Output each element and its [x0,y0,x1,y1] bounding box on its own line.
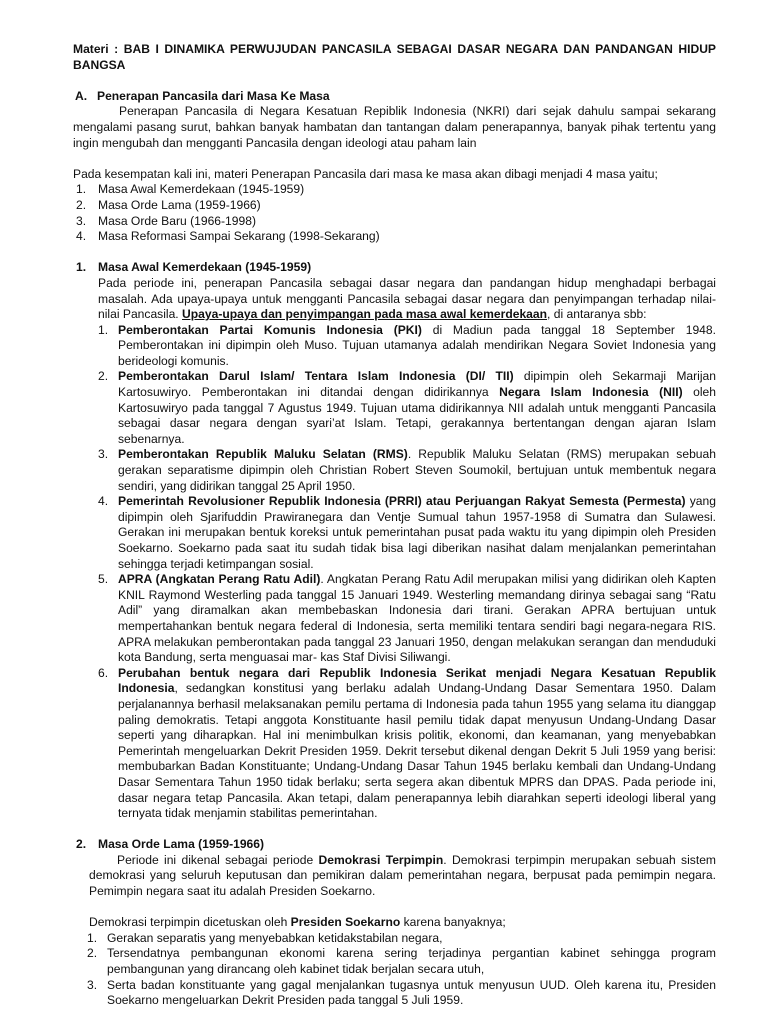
list-item: 4. Pemerintah Revolusioner Republik Indonesia (PRRI) atau Perjuangan Rakyat Semesta (Permesta) yang dipimpin oleh Sjarifuddin Prawiranegara dan Ventje Sumual tahun 1957-1958 di Sumatra dan Sulawesi. Gerakan ini merupakan bentuk koreksi untuk pemerintahan pusat pada waktu itu yang dipimpin oleh Presiden Soekarno. Soekarno pada saat itu sudah tidak bisa lagi diberikan nasihat dalam menjalankan pemerintahan sehingga terjadi ketimpangan sosial. [98,494,716,571]
era-2-heading: 2. Masa Orde Lama (1959-1966) [76,837,265,852]
list-item: 3. Serta badan konstituante yang gagal menjalankan tugasnya untuk menyusun UUD. Oleh karena itu, Presiden Soekarno mengeluarkan Dekrit Presiden pada tanggal 5 Juli 1959. [87,977,716,1008]
era-list-item: 2. Masa Orde Lama (1959-1966) [76,197,261,212]
era-2-body [73,853,716,1009]
list-item: 1. Pemberontakan Partai Komunis Indonesia (PKI) di Madiun pada tanggal 18 September 1948. Pemberontakan ini dipimpin oleh Muso. Tujuan utamanya adalah mendirikan Negara Soviet Indonesia yang berideologi komunis. [98,322,716,368]
era-1-intro: Pada periode ini, penerapan Pancasila sebagai dasar negara dan pandangan hidup menghadapi berbagai masalah. Ada upaya-upaya untuk mengganti Pancasila sebagai dasar negara dan penyimpangan terhadap nilai-nilai Pancasila. Upaya-upaya dan penyimpangan pada masa awal kemerdekaan, di antaranya sbb: [98,275,716,322]
era-2-reason-intro: Demokrasi terpimpin dicetuskan oleh Presiden Soekarno karena banyaknya; [89,915,506,930]
section-a-title: Penerapan Pancasila dari Masa Ke Masa [97,88,330,103]
era-list [73,182,716,244]
list-item: 2. Pemberontakan Darul Islam/ Tentara Islam Indonesia (DI/ TII) dipimpin oleh Sekarmaji Marijan Kartosuwiryo. Pemberontakan ini ditandai dengan didirikannya Negara Islam Indonesia (NII) oleh Kartosuwiryo pada tanggal 7 Agustus 1949. Tujuan utama didirikannya NII adalah untuk mengganti Pancasila sebagai dasar negara dengan syari’at Islam. Tetapi, gerakannya bertentangan dengan ajaran Islam sebenarnya. [98,369,716,446]
section-a-heading [73,89,716,105]
reason-list [89,931,716,1009]
list-item: 6. Perubahan bentuk negara dari Republik Indonesia Serikat menjadi Negara Kesatuan Republik Indonesia, sedangkan konstitusi yang berlaku adalah Undang-Undang Dasar Sementara 1950. Dalam perjalanannya berhasil melaksanakan pemilu pertama di Indonesia pada tahun 1955 yang selama itu dianggap paling demokratis. Tetapi anggota Konstituante hasil pemilu tidak dapat menyusun Undang-Undang Dasar seperti yang diharapkan. Hal ini menimbulkan krisis politik, ekonomi, dan keamanan, yang menyebabkan Pemerintah mengeluarkan Dekrit Presiden 1959. Dekrit tersebut dikenal dengan Dekrit 5 Juli 1959 yang berisi: membubarkan Badan Konstituante; Undang-Undang Dasar Tahun 1945 berlaku kembali dan Undang-Undang Dasar Sementara Tahun 1950 tidak berlaku; serta segera akan dibentuk MPRS dan DPAS. Pada periode ini, dasar negara tetap Pancasila. Akan tetapi, dalam penerapannya lebih diarahkan seperti ideologi liberal yang ternyata tidak menjamin stabilitas pemerintahan. [98,665,716,821]
era-list-item: 3. Masa Orde Baru (1966-1998) [76,213,256,228]
era-1-underlined-phrase: Upaya-upaya dan penyimpangan pada masa awal kemerdekaan [182,307,548,322]
list-item: 5. APRA (Angkatan Perang Ratu Adil). Angkatan Perang Ratu Adil merupakan milisi yang didirikan oleh Kapten KNIL Raymond Westerling pada tanggal 15 Januari 1949. Westerling memandang dirinya sebagai sang “Ratu Adil” yang diramalkan akan membebaskan Indonesia dari tirani. Gerakan APRA bertujuan untuk mempertahankan bentuk negara federal di Indonesia, serta memiliki tentara sendiri bagi negara-negara RIS. APRA melakukan pemberontakan pada tanggal 23 Januari 1950, dengan melakukan serangan dan menduduki kota Bandung, serta menguasai mar- kas Staf Divisi Siliwangi. [98,572,716,665]
era-1-body [73,276,716,822]
section-a-intro: Penerapan Pancasila di Negara Kesatuan Repiblik Indonesia (NKRI) dari sejak dahulu sampai sekarang mengalami pasang surut, bahkan banyak hambatan dan tantangan dalam penerapannya, banyak pihak tertentu yang ingin mengubah dan mengganti Pancasila dengan ideologi atau paham lain [73,104,716,150]
era-list-intro: Pada kesempatan kali ini, materi Penerapan Pancasila dari masa ke masa akan dibagi menjadi 4 masa yaitu; [73,166,658,181]
list-item: 2. Tersendatnya pembangunan ekonomi karena sering terjadinya pergantian kabinet sehingga program pembangunan yang dirancang oleh kabinet tidak berjalan secara utuh, [87,946,716,977]
document-title: Materi : BAB I DINAMIKA PERWUJUDAN PANCASILA SEBAGAI DASAR NEGARA DAN PANDANGAN HIDUP BANGSA [73,42,716,72]
era-list-item: 4. Masa Reformasi Sampai Sekarang (1998-Sekarang) [76,229,380,244]
era-1-heading: 1. Masa Awal Kemerdekaan (1945-1959) [76,260,312,275]
era-2-intro: Periode ini dikenal sebagai periode Demokrasi Terpimpin. Demokrasi terpimpin merupakan sebuah sistem demokrasi yang seluruh keputusan dan pemikiran dalam pemerintahan negara, berpusat pada pemimpin negara. Pemimpin negara saat itu adalah Presiden Soekarno. [89,852,716,899]
list-item: 1. Gerakan separatis yang menyebabkan ketidakstabilan negara, [87,930,443,945]
rebellion-list [98,323,716,822]
section-a-label: A. [75,88,88,103]
list-item: 3. Pemberontakan Republik Maluku Selatan (RMS). Republik Maluku Selatan (RMS) merupakan sebuah gerakan separatisme dipimpin oleh Christian Robert Steven Soumokil, bertujuan untuk membentuk negara sendiri, yang didirikan tanggal 25 April 1950. [98,447,716,493]
era-list-item: 1. Masa Awal Kemerdekaan (1945-1959) [76,182,305,197]
